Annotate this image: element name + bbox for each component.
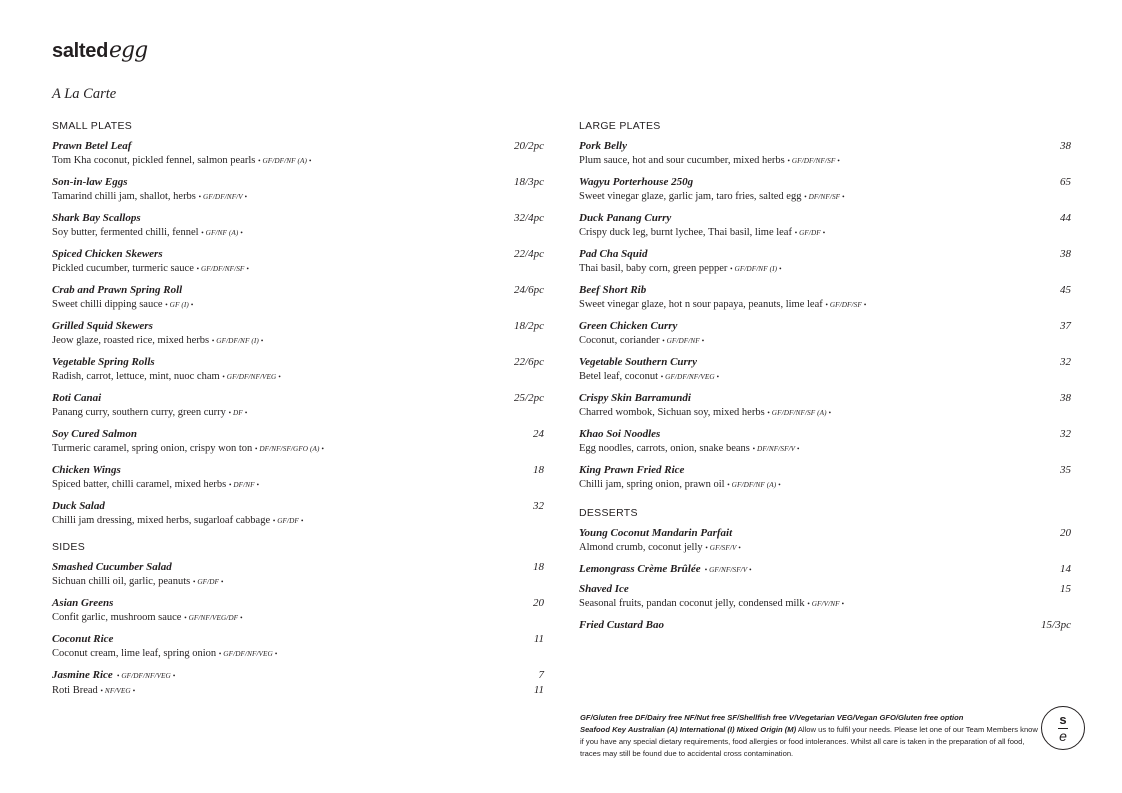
dietary-tags: • GF/DF • — [272, 517, 304, 525]
dietary-tags: • GF/DF/NF • — [662, 337, 705, 345]
menu-item-name-wrap — [579, 425, 660, 442]
menu-item-name-wrap — [52, 558, 172, 575]
menu-item-row — [579, 524, 1071, 540]
menu-item-name: Green Chicken Curry — [579, 320, 678, 332]
menu-item-name-wrap — [579, 173, 693, 190]
menu-item-name-wrap — [579, 353, 697, 370]
menu-item-desc: Pickled cucumber, turmeric sauce — [52, 263, 194, 274]
dietary-legend: GF/Gluten free DF/Dairy free NF/Nut free SF/Shellfish free V/Vegetarian VEG/Vegan GFO/Gluten free option — [580, 713, 964, 722]
menu-item-desc: Sweet chilli dipping sauce — [52, 299, 163, 310]
menu-item-row — [579, 245, 1071, 261]
menu-item-desc: Panang curry, southern curry, green curry — [52, 407, 226, 418]
menu-item — [52, 353, 544, 385]
menu-item-desc: Soy butter, fermented chilli, fennel — [52, 227, 199, 238]
menu-item — [52, 389, 544, 421]
menu-item-price: 18 — [533, 464, 544, 476]
menu-item-desc-line — [579, 189, 1071, 205]
dietary-tags: • GF/DF • — [192, 578, 224, 586]
menu-item-name-wrap — [52, 317, 153, 334]
menu-item-row — [579, 461, 1071, 477]
menu-item-desc: Coconut, coriander — [579, 335, 660, 346]
menu-item-desc-line — [579, 225, 1071, 241]
menu-item-desc: Crispy duck leg, burnt lychee, Thai basil, lime leaf — [579, 227, 792, 238]
badge-letter-top: s — [1059, 712, 1067, 727]
menu-item-price: 32 — [533, 500, 544, 512]
menu-item-desc: Roti Bread — [52, 685, 98, 696]
menu-item-name: Wagyu Porterhouse 250g — [579, 176, 694, 188]
menu-item-row — [52, 389, 544, 405]
menu-item-name: Pork Belly — [579, 140, 627, 152]
menu-item-price: 20 — [533, 597, 544, 609]
menu-item — [579, 524, 1071, 556]
menu-item — [579, 353, 1071, 385]
menu-item-name: Vegetable Spring Rolls — [52, 356, 155, 368]
menu-item-name: Chicken Wings — [52, 464, 121, 476]
dietary-tags: • GF/DF/NF (I) • — [730, 265, 782, 273]
dietary-tags: • GF/DF/NF/VEG • — [116, 672, 176, 680]
menu-item-price: 25/2pc — [514, 392, 544, 404]
menu-item — [52, 281, 544, 313]
left-column — [52, 118, 544, 702]
menu-item-desc: Jeow glaze, roasted rice, mixed herbs — [52, 335, 210, 346]
menu-item-desc-line — [579, 477, 1071, 493]
menu-item-row — [579, 173, 1071, 189]
menu-item-row — [579, 580, 1071, 596]
menu-item-desc-line — [579, 297, 1071, 313]
menu-item-name-wrap — [579, 137, 627, 154]
menu-item-row — [579, 560, 1071, 576]
dietary-tags: • GF/NF (A) • — [201, 229, 243, 237]
dietary-notice: Allow us to fulfil your needs. Please let one of our Team Members know if you have any special dietary requirements, food allergies or food intolerances. Whilst all care is taken in the preparation of all food, traces may still be found due to accidental cross contamination. — [580, 725, 1038, 758]
dietary-tags: • GF/DF/NF/SF • — [196, 265, 249, 273]
menu-item-desc-line — [52, 477, 544, 493]
menu-item-name: Lemongrass Crème Brûlée — [579, 563, 701, 575]
menu-item-name-wrap — [579, 389, 691, 406]
section-title-desserts: DESSERTS — [579, 507, 638, 519]
brand-badge-icon — [1041, 706, 1085, 750]
menu-item-row — [52, 137, 544, 153]
dietary-tags: • GF/DF/NF/SF • — [787, 157, 840, 165]
menu-item-desc: Betel leaf, coconut — [579, 371, 659, 382]
dietary-footer — [580, 712, 1040, 760]
menu-item-desc: Sweet vinegar glaze, hot n sour papaya, peanuts, lime leaf — [579, 299, 823, 310]
menu-item-name: Coconut Rice — [52, 633, 114, 645]
menu-item-row — [52, 245, 544, 261]
menu-item — [579, 580, 1071, 612]
menu-item-name-wrap — [52, 353, 155, 370]
menu-item-price: 18 — [533, 561, 544, 573]
menu-item-name-wrap — [52, 173, 128, 190]
menu-item-name: Shaved Ice — [579, 583, 629, 595]
menu-item — [579, 389, 1071, 421]
menu-item — [52, 173, 544, 205]
menu-item-name: Crab and Prawn Spring Roll — [52, 284, 183, 296]
menu-item-desc-line — [52, 441, 544, 457]
menu-item-desc-line — [579, 405, 1071, 421]
menu-item-desc-line — [52, 297, 544, 313]
menu-item-desc: Radish, carrot, lettuce, mint, nuoc cham — [52, 371, 220, 382]
menu-item-row — [52, 594, 544, 610]
menu-item — [579, 461, 1071, 493]
menu-item-name: Fried Custard Bao — [579, 619, 664, 631]
menu-item — [52, 209, 544, 241]
menu-item-name: Beef Short Rib — [579, 284, 647, 296]
dietary-tags: • GF/SF/V • — [705, 544, 741, 552]
menu-item-row — [52, 425, 544, 441]
menu-item-name: Son-in-law Eggs — [52, 176, 128, 188]
menu-item-name-wrap — [52, 497, 105, 514]
dietary-tags: • GF/DF/NF (A) • — [727, 481, 781, 489]
section-title-sides: SIDES — [52, 541, 86, 553]
menu-item-desc: Sichuan chilli oil, garlic, peanuts — [52, 576, 191, 587]
menu-item-row — [52, 630, 544, 646]
dietary-tags: • GF/NF/SF/V • — [704, 566, 752, 574]
dietary-tags: • DF • — [228, 409, 248, 417]
menu-item-desc-line — [52, 646, 544, 662]
dietary-tags: • GF/V/NF • — [807, 600, 845, 608]
menu-item-name: Roti Canai — [52, 392, 102, 404]
menu-item — [579, 173, 1071, 205]
menu-item-price: 15/3pc — [1041, 619, 1071, 631]
menu-item-desc-line — [579, 369, 1071, 385]
menu-item — [52, 425, 544, 457]
menu-item-name: King Prawn Fried Rice — [579, 464, 685, 476]
dietary-tags: • GF/DF • — [794, 229, 826, 237]
menu-item-row — [52, 209, 544, 225]
menu-item-name: Prawn Betel Leaf — [52, 140, 132, 152]
menu-item-desc-line — [52, 610, 544, 626]
menu-item-desc: Charred wombok, Sichuan soy, mixed herbs — [579, 407, 765, 418]
section-title-large-plates: LARGE PLATES — [579, 120, 661, 132]
menu-item — [579, 245, 1071, 277]
brand-wordmark: salted — [52, 40, 109, 62]
menu-item — [52, 666, 544, 698]
menu-item-price: 18/2pc — [514, 320, 544, 332]
menu-item-price: 38 — [1060, 140, 1071, 152]
menu-item-price: 38 — [1060, 248, 1071, 260]
menu-item-name: Grilled Squid Skewers — [52, 320, 153, 332]
sides-list — [52, 558, 544, 698]
menu-item-desc-line — [52, 574, 544, 590]
menu-item-name: Jasmine Rice — [52, 669, 113, 681]
dietary-tags: • GF/DF/SF • — [825, 301, 867, 309]
menu-item-desc: Thai basil, baby corn, green pepper — [579, 263, 728, 274]
menu-item-name: Spiced Chicken Skewers — [52, 248, 163, 260]
menu-item — [579, 317, 1071, 349]
menu-item-name-wrap — [52, 630, 113, 647]
dietary-tags: • GF/DF/NF/VEG • — [660, 373, 720, 381]
menu-item — [52, 630, 544, 662]
menu-item — [579, 616, 1071, 632]
menu-item-row — [52, 558, 544, 574]
menu-item-price: 22/4pc — [514, 248, 544, 260]
menu-item-name-wrap — [52, 137, 131, 154]
menu-item-name-wrap — [579, 461, 684, 478]
menu-item-row — [52, 317, 544, 333]
footer-notice-block — [580, 724, 1040, 760]
menu-item-row — [579, 281, 1071, 297]
menu-item-name-wrap — [579, 580, 629, 597]
menu-item-desc: Egg noodles, carrots, onion, snake beans — [579, 443, 750, 454]
menu-item-price: 44 — [1060, 212, 1071, 224]
menu-item-price: 65 — [1060, 176, 1071, 188]
dietary-tags: • DF/NF/SF • — [804, 193, 845, 201]
dietary-tags: • DF/NF/SF/GFO (A) • — [254, 445, 324, 453]
menu-item-desc-line — [52, 189, 544, 205]
menu-item-name: Duck Panang Curry — [579, 212, 672, 224]
menu-item-name: Shark Bay Scallops — [52, 212, 141, 224]
menu-item-desc-line — [52, 333, 544, 349]
page-title: A La Carte — [52, 86, 117, 102]
menu-item-desc: Turmeric caramel, spring onion, crispy won ton — [52, 443, 253, 454]
menu-item-name-wrap — [52, 461, 121, 478]
small-plates-list — [52, 137, 544, 529]
menu-item-name-wrap — [52, 594, 113, 611]
menu-item-price: 11 — [533, 684, 544, 696]
menu-item-desc-line — [579, 261, 1071, 277]
menu-item — [52, 137, 544, 169]
dietary-tags: • DF/NF/SF/V • — [752, 445, 800, 453]
menu-item-price: 37 — [1060, 320, 1071, 332]
menu-item-name: Khao Soi Noodles — [579, 428, 661, 440]
menu-item-row — [579, 616, 1071, 632]
menu-item-name-wrap — [579, 317, 677, 334]
menu-item-price: 7 — [538, 669, 544, 681]
menu-item-row — [52, 497, 544, 513]
dietary-tags: • GF/NF/VEG/DF • — [184, 614, 243, 622]
menu-item-name-wrap — [52, 245, 163, 262]
menu-item-price: 11 — [533, 633, 544, 645]
menu-item-name: Soy Cured Salmon — [52, 428, 137, 440]
menu-item — [52, 558, 544, 590]
badge-letter-bottom: e — [1059, 728, 1067, 744]
menu-item-price: 22/6pc — [514, 356, 544, 368]
menu-item-desc: Coconut cream, lime leaf, spring onion — [52, 648, 217, 659]
menu-item-price: 38 — [1060, 392, 1071, 404]
menu-item-desc-line — [579, 540, 1071, 556]
menu-item-price: 15 — [1060, 583, 1071, 595]
menu-item-desc: Plum sauce, hot and sour cucumber, mixed herbs — [579, 155, 785, 166]
menu-item — [579, 137, 1071, 169]
menu-item-name: Pad Cha Squid — [579, 248, 648, 260]
right-column — [579, 118, 1071, 636]
menu-item-name-wrap — [579, 245, 647, 262]
menu-item-desc: Tom Kha coconut, pickled fennel, salmon pearls — [52, 155, 256, 166]
menu-item-desc-line — [52, 225, 544, 241]
menu-item-name: Young Coconut Mandarin Parfait — [579, 527, 733, 539]
menu-item — [52, 497, 544, 529]
menu-item-row — [579, 209, 1071, 225]
menu-item-desc: Sweet vinegar glaze, garlic jam, taro fries, salted egg — [579, 191, 802, 202]
menu-item-name-wrap — [52, 209, 141, 226]
menu-item-desc: Seasonal fruits, pandan coconut jelly, condensed milk — [579, 598, 805, 609]
dietary-tags: • GF/DF/NF/V • — [198, 193, 248, 201]
menu-item-desc-line — [52, 369, 544, 385]
dietary-tags: • GF/DF/NF/VEG • — [222, 373, 281, 381]
menu-item — [579, 425, 1071, 457]
menu-item-price: 20/2pc — [514, 140, 544, 152]
menu-item-desc: Chilli jam, spring onion, prawn oil — [579, 479, 725, 490]
menu-item-desc-line — [52, 513, 544, 529]
menu-item-desc: Tamarind chilli jam, shallot, herbs — [52, 191, 196, 202]
menu-item-row — [52, 173, 544, 189]
menu-item-name-wrap — [52, 666, 175, 684]
menu-item — [52, 245, 544, 277]
brand-logo — [52, 38, 252, 66]
large-plates-list — [579, 137, 1071, 493]
menu-item-price: 35 — [1060, 464, 1071, 476]
menu-item-row — [579, 425, 1071, 441]
menu-item — [52, 461, 544, 493]
menu-item-desc-line — [579, 441, 1071, 457]
menu-item — [579, 560, 1071, 576]
menu-item-desc: Chilli jam dressing, mixed herbs, sugarloaf cabbage — [52, 515, 271, 526]
menu-item-price: 24/6pc — [514, 284, 544, 296]
menu-item-name-wrap — [579, 209, 671, 226]
menu-item-price: 45 — [1060, 284, 1071, 296]
menu-item-desc-line — [52, 405, 544, 421]
menu-item-price: 20 — [1060, 527, 1071, 539]
dietary-tags: • GF/DF/NF/VEG • — [218, 650, 278, 658]
menu-item-name-wrap — [52, 281, 182, 298]
desserts-list — [579, 524, 1071, 632]
menu-item-name-wrap — [579, 616, 664, 633]
menu-item-name-wrap — [52, 389, 101, 406]
menu-item — [52, 317, 544, 349]
menu-item-price: 32 — [1060, 356, 1071, 368]
dietary-tags: • GF/DF/NF (A) • — [258, 157, 312, 165]
brand-script: egg — [109, 38, 148, 63]
menu-item-price: 18/3pc — [514, 176, 544, 188]
menu-item-name-wrap — [579, 281, 646, 298]
menu-item — [52, 594, 544, 626]
menu-item-row — [579, 317, 1071, 333]
menu-item-row — [52, 682, 544, 698]
menu-item-name: Crispy Skin Barramundi — [579, 392, 691, 404]
menu-item-name: Asian Greens — [52, 597, 114, 609]
menu-item-price: 32/4pc — [514, 212, 544, 224]
menu-item-row — [52, 281, 544, 297]
menu-item-name: Duck Salad — [52, 500, 105, 512]
menu-item-row — [579, 353, 1071, 369]
menu-item-row — [579, 389, 1071, 405]
section-title-small-plates: SMALL PLATES — [52, 120, 133, 132]
menu-item-row — [52, 666, 544, 682]
menu-item-name-wrap — [579, 524, 732, 541]
menu-item-desc-line — [579, 153, 1071, 169]
menu-item-price: 32 — [1060, 428, 1071, 440]
menu-item-desc-line — [52, 153, 544, 169]
dietary-tags: • DF/NF • — [228, 481, 260, 489]
menu-item-desc: Almond crumb, coconut jelly — [579, 542, 703, 553]
menu-item-desc-line — [579, 333, 1071, 349]
menu-item — [579, 209, 1071, 241]
menu-item-row — [579, 137, 1071, 153]
menu-item — [579, 281, 1071, 313]
menu-item-desc: Confit garlic, mushroom sauce — [52, 612, 182, 623]
menu-item-name-wrap — [579, 560, 752, 578]
menu-item-price: 14 — [1060, 563, 1071, 575]
dietary-tags: • GF/DF/NF (I) • — [211, 337, 264, 345]
menu-item-row — [52, 461, 544, 477]
menu-item-desc-line — [579, 596, 1071, 612]
dietary-tags: • GF (I) • — [165, 301, 194, 309]
dietary-tags: • GF/DF/NF/SF (A) • — [767, 409, 832, 417]
seafood-key: Seafood Key Australian (A) International (I) Mixed Origin (M) — [580, 725, 797, 734]
menu-item-name: Smashed Cucumber Salad — [52, 561, 172, 573]
menu-item-desc-wrap — [52, 683, 135, 699]
menu-item-name-wrap — [52, 425, 137, 442]
menu-item-price: 24 — [533, 428, 544, 440]
dietary-tags: • NF/VEG • — [100, 687, 136, 695]
menu-item-name: Vegetable Southern Curry — [579, 356, 697, 368]
menu-item-desc: Spiced batter, chilli caramel, mixed herbs — [52, 479, 227, 490]
menu-item-desc-line — [52, 261, 544, 277]
menu-item-row — [52, 353, 544, 369]
